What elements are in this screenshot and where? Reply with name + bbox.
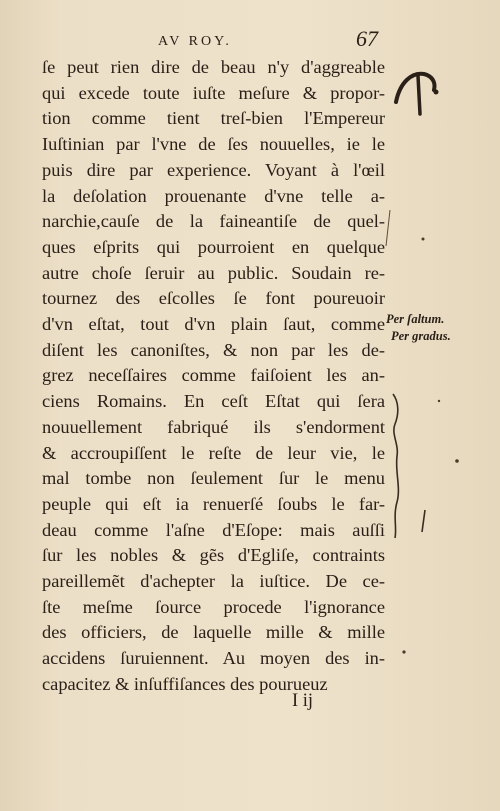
ink-dot-icon <box>454 458 460 464</box>
running-head: AV ROY. <box>158 34 232 49</box>
ink-dot-icon <box>401 649 407 655</box>
text-line: narchie,cauſe de la faineantiſe de quel- <box>42 211 385 232</box>
text-line: ſe peut rien dire de beau n'y d'aggreable <box>42 57 385 77</box>
text-line: Iuſtinian par l'vne de ſes nouuelles, ie le <box>42 134 385 155</box>
text-line: mal tombe non ſeulement ſur le menu <box>42 468 385 489</box>
text-line: ſte meſme ſource procede l'ignorance <box>42 596 385 617</box>
text-line: puis dire par experience. Voyant à l'œil <box>42 159 385 180</box>
text-line: diſent les canoniſtes, & non par les de- <box>42 339 385 360</box>
text-line: nouuellement fabriqué ils s'endorment <box>42 416 385 437</box>
text-line: capacitez & inſuffiſances des pourueuz <box>42 673 328 694</box>
text-line: des officiers, de laquelle mille & mille <box>42 622 385 643</box>
margin-stroke-icon <box>380 208 396 248</box>
ink-dot-icon <box>420 236 426 242</box>
text-line: ciens Romains. En ceſt Eſtat qui ſera <box>42 391 385 412</box>
text-line: d'vn eſtat, tout d'vn plain ſaut, comme <box>42 314 385 335</box>
margin-bracket-icon <box>383 392 413 542</box>
text-line: accidens ſuruiennent. Au moyen des in- <box>42 648 385 669</box>
page-number: 67 <box>356 26 378 51</box>
text-line: ques eſprits qui pourroient en quelque <box>42 236 385 257</box>
text-line: ſur les nobles & gẽs d'Egliſe, contraints <box>42 545 385 566</box>
text-line: & accroupiſſent le reſte de leur vie, le <box>42 442 385 463</box>
text-line: la deſolation prouenante d'vne telle a- <box>42 185 385 206</box>
marginal-note: Per ſaltum. <box>386 312 445 326</box>
text-line: tournez des eſcolles ſe font poureuoir <box>42 288 385 309</box>
text-line: deau comme l'aſne d'Eſope: mais auſſi <box>42 519 385 540</box>
signature-mark: I ij <box>292 691 314 711</box>
handwritten-mark-icon <box>390 62 450 122</box>
body-text <box>42 55 385 698</box>
margin-stroke-icon <box>418 508 430 534</box>
text-line: tion comme tient treſ-bien l'Empereur <box>42 108 385 129</box>
text-line: peuple qui eſt ia renuerſé ſoubs le far- <box>42 493 385 514</box>
text-line: pareillemẽt d'achepter la iuſtice. De ce- <box>42 571 385 592</box>
text-line: autre choſe ſeruir au public. Soudain re- <box>42 262 385 283</box>
text-line: qui excede toute iuſte meſure & propor- <box>42 82 385 103</box>
ink-dot-icon <box>436 398 442 404</box>
marginal-note: Per gradus. <box>391 329 451 343</box>
text-line: grez neceſſaires comme faiſoient les an- <box>42 365 385 386</box>
